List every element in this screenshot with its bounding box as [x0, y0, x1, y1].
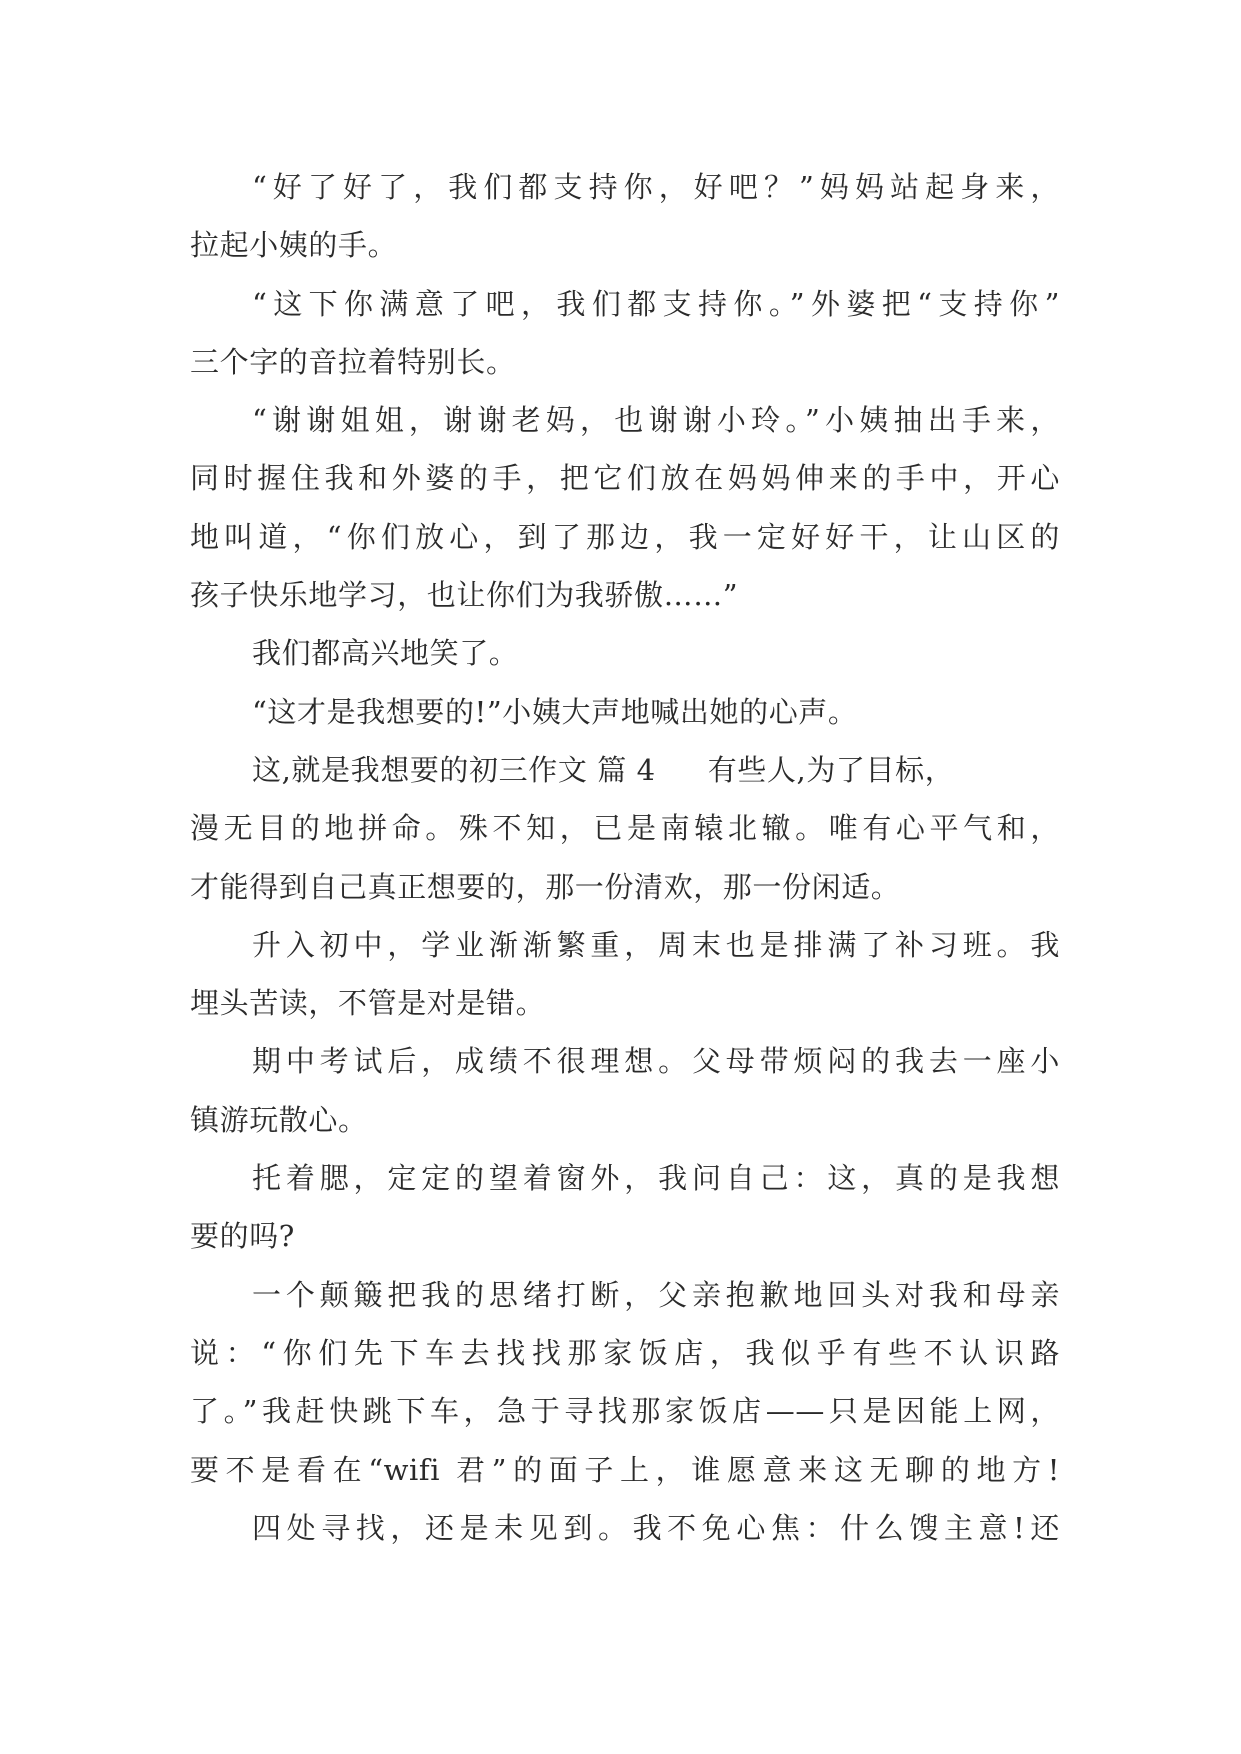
text-line: 四处寻找，还是未见到。我不免心焦：什么馊主意!还	[252, 1510, 1060, 1545]
text-line: 三个字的音拉着特别长。	[190, 344, 516, 379]
text-line: “谢谢姐姐，谢谢老妈，也谢谢小玲。”小姨抽出手来，	[252, 403, 1060, 438]
section-opening-text: 有些人,为了目标，	[707, 752, 955, 787]
text-line-section-heading	[190, 741, 1060, 799]
text-line: 一个颠簸把我的思绪打断，父亲抱歉地回头对我和母亲	[252, 1277, 1060, 1312]
text-line: 期中考试后，成绩不很理想。父母带烦闷的我去一座小	[252, 1044, 1060, 1079]
text-line: 漫无目的地拼命。殊不知，已是南辕北辙。唯有心平气和，	[190, 811, 1060, 846]
text-line: 镇游玩散心。	[190, 1102, 368, 1137]
text-line: 同时握住我和外婆的手，把它们放在妈妈伸来的手中，开心	[190, 461, 1060, 496]
text-line: 地叫道，“你们放心，到了那边，我一定好好干，让山区的	[190, 519, 1060, 554]
text-line: 托着腮，定定的望着窗外，我问自己：这，真的是我想	[252, 1161, 1060, 1196]
text-line: 孩子快乐地学习，也让你们为我骄傲……”	[190, 578, 739, 613]
text-line: 埋头苦读，不管是对是错。	[190, 986, 546, 1021]
text-line: 要不是看在“wifi 君”的面子上，谁愿意来这无聊的地方!	[190, 1452, 1060, 1487]
text-line: 要的吗?	[190, 1219, 295, 1254]
text-line: 拉起小姨的手。	[190, 228, 398, 263]
text-line: 才能得到自己真正想要的，那一份清欢，那一份闲适。	[190, 869, 901, 904]
section-heading: 这,就是我想要的初三作文 篇 4	[252, 752, 656, 787]
text-line: “这下你满意了吧，我们都支持你。”外婆把“支持你”	[252, 286, 1060, 321]
document-body	[190, 158, 1060, 1557]
text-line: 了。”我赶快跳下车，急于寻找那家饭店——只是因能上网，	[190, 1394, 1060, 1429]
text-line: “这才是我想要的!”小姨大声地喊出她的心声。	[252, 694, 858, 729]
text-line: 说：“你们先下车去找找那家饭店，我似乎有些不认识路	[190, 1335, 1060, 1370]
text-line: “好了好了，我们都支持你，好吧？”妈妈站起身来，	[252, 170, 1060, 204]
text-line: 升入初中，学业渐渐繁重，周末也是排满了补习班。我	[252, 927, 1060, 962]
text-line: 我们都高兴地笑了。	[252, 636, 519, 671]
